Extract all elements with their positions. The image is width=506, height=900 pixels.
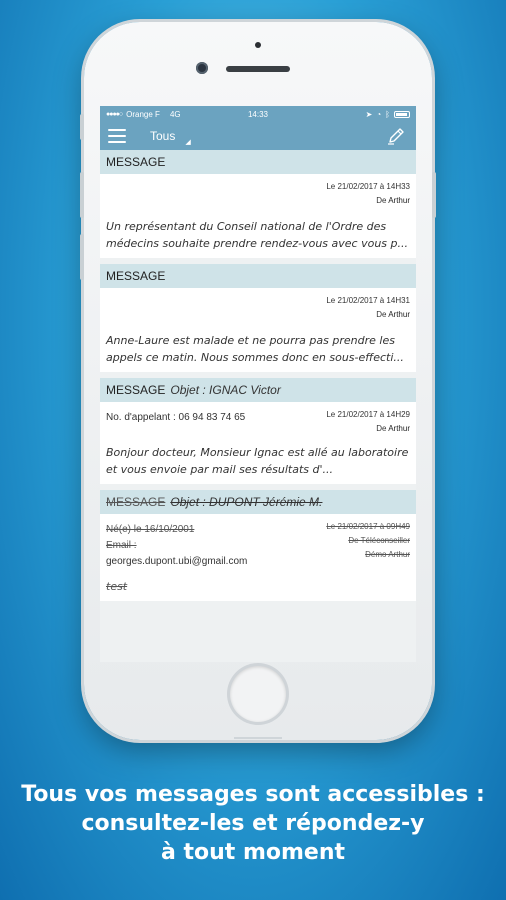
message-sender: De Téléconseiller: [348, 536, 410, 545]
filter-dropdown[interactable]: [150, 129, 191, 146]
message-excerpt: Anne-Laure est malade et ne pourra pas prendre les appels ce matin. Nous sommes donc en sous-effecti...: [106, 334, 404, 364]
status-bar: [100, 106, 416, 122]
front-camera: [196, 62, 208, 74]
message-excerpt: Bonjour docteur, Monsieur Ignac est allé au laboratoire et vous envoie par mail ses résultats d'...: [106, 446, 409, 476]
message-sender: De Arthur: [376, 310, 410, 319]
volume-up-button: [80, 172, 84, 218]
battery-icon: [394, 111, 410, 118]
message-header: [100, 490, 416, 514]
dropdown-triangle-icon: ◢: [185, 139, 191, 146]
pen-icon[interactable]: [386, 126, 406, 146]
alarm-icon: ◔: [376, 109, 382, 119]
message-body: [100, 514, 416, 601]
message-date: Le 21/02/2017 à 14H29: [326, 410, 410, 419]
caller-number: No. d'appelant : 06 94 83 74 65: [106, 412, 246, 423]
message-sender: De Arthur: [376, 196, 410, 205]
message-header: [100, 264, 416, 288]
status-time: 14:33: [247, 109, 268, 119]
proximity-sensor: [255, 42, 261, 48]
promo-caption: [0, 780, 506, 867]
message-excerpt: Un représentant du Conseil national de l'Ordre des médecins souhaite prendre rendez-vous avec vous p...: [106, 220, 408, 250]
carrier-label: Orange F: [126, 109, 160, 119]
mute-switch: [80, 114, 84, 140]
message-meta: [106, 180, 410, 208]
caption-line-1: Tous vos messages sont accessibles :: [21, 782, 485, 807]
message-type: MESSAGE: [106, 155, 166, 169]
message-excerpt: test: [106, 580, 128, 593]
message-meta: [106, 294, 410, 322]
patient-info: [106, 522, 247, 570]
message-header: [100, 378, 416, 402]
phone-bottom-edge: [234, 737, 282, 739]
location-icon: ➤: [365, 109, 373, 119]
email-value: georges.dupont.ubi@gmail.com: [106, 556, 248, 567]
message-date: Le 21/02/2017 à 14H33: [326, 182, 410, 191]
message-sender: De Arthur: [376, 424, 410, 433]
volume-down-button: [80, 234, 84, 280]
message-list: [100, 150, 416, 601]
message-header: [100, 150, 416, 174]
message-item[interactable]: [100, 150, 416, 258]
app-screen: [100, 106, 416, 662]
message-date: Le 21/02/2017 à 09H49: [326, 522, 410, 531]
earpiece-speaker: [226, 66, 290, 72]
message-type: MESSAGE: [106, 269, 166, 283]
message-object: Objet : DUPONT Jérémie M.: [170, 495, 323, 509]
network-label: 4G: [169, 109, 181, 119]
power-button: [432, 172, 436, 218]
signal-icon: ●●●●○: [106, 110, 123, 118]
message-body: [100, 174, 416, 258]
message-meta: [326, 520, 410, 570]
caption-line-3: à tout moment: [160, 840, 346, 865]
filter-label: Tous: [150, 129, 176, 143]
message-item-archived[interactable]: [100, 490, 416, 601]
message-body: [100, 288, 416, 372]
message-date: Le 21/02/2017 à 14H31: [326, 296, 410, 305]
email-label: Email :: [106, 540, 137, 551]
birth-date: Né(e) le 16/10/2001: [106, 524, 195, 535]
phone-frame: [84, 22, 432, 740]
message-meta: [326, 408, 410, 436]
message-sender-name: Démo Arthur: [365, 550, 410, 559]
caption-line-2: consultez-les et répondez-y: [81, 811, 425, 836]
message-object: Objet : IGNAC Victor: [170, 383, 281, 397]
app-navbar: [100, 122, 416, 150]
message-item[interactable]: [100, 264, 416, 372]
bluetooth-icon: ᛒ: [385, 109, 390, 119]
message-body: [100, 402, 416, 484]
menu-icon[interactable]: [108, 129, 126, 143]
message-type: MESSAGE: [106, 383, 166, 397]
home-button[interactable]: [230, 666, 286, 722]
message-type: MESSAGE: [106, 495, 166, 509]
message-item[interactable]: [100, 378, 416, 484]
